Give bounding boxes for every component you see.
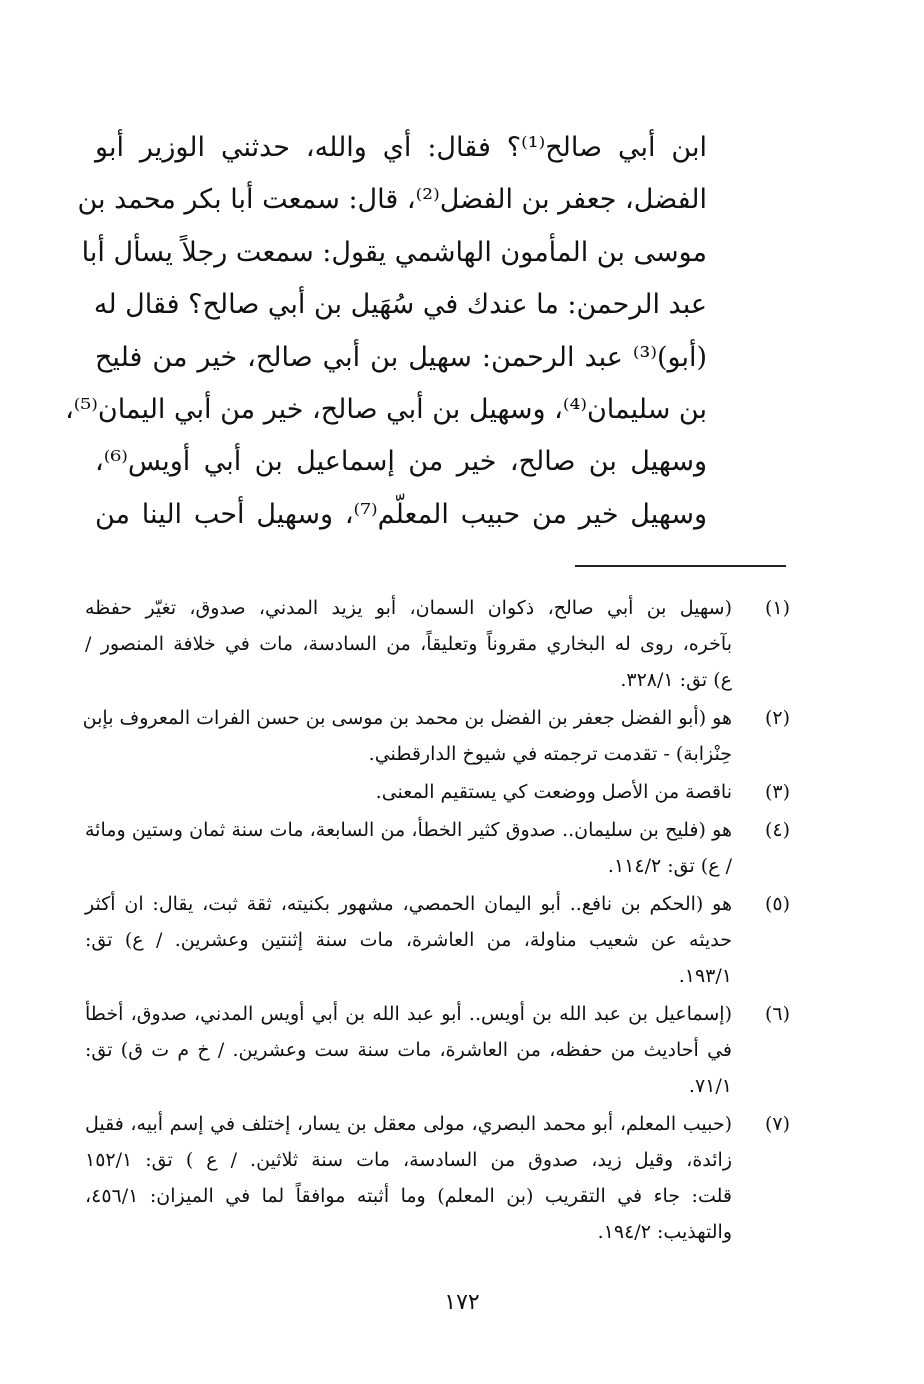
footnote-text <box>85 774 732 810</box>
footnote-number: (٢) <box>764 707 790 729</box>
footnotes <box>82 590 790 1252</box>
footnote-line: (سهيل بن أبي صالح، ذكوان السمان، أبو يزيد المدني، صدوق، تغيّر حفظه <box>85 597 732 619</box>
footnote-text <box>85 886 732 994</box>
footnote-line: ناقصة من الأصل ووضعت كي يستقيم المعنى. <box>375 781 732 803</box>
footnote-line: (حبيب المعلم، أبو محمد البصري، مولى معقل بن يسار، إختلف في إسم أبيه، فقيل <box>85 1113 732 1135</box>
footnote-5 <box>85 886 790 994</box>
footnote-line: حديثه عن شعيب مناولة، من العاشرة، مات سنة إثنتين وعشرين. / ع) تق: <box>85 929 732 951</box>
footnote-number: (٣) <box>764 781 790 803</box>
footnote-6 <box>85 996 790 1104</box>
footnote-separator <box>575 565 786 567</box>
footnote-line: / ع) تق: ١١٤/٢. <box>607 855 732 877</box>
footnote-number: (٤) <box>764 819 790 841</box>
main-text-line: الفضل، جعفر بن الفضل⁽²⁾، قال: سمعت أبا بكر محمد بن <box>77 184 707 216</box>
footnote-text <box>85 590 732 698</box>
main-text-line: موسى بن المأمون الهاشمي يقول: سمعت رجلاً يسأل أبا <box>81 236 707 268</box>
main-text-line: وسهيل بن صالح، خير من إسماعيل بن أبي أويس⁽⁶⁾، <box>95 446 707 478</box>
main-text-line: عبد الرحمن: ما عندك في سُهَيل بن أبي صالح؟ فقال له <box>93 289 707 321</box>
footnote-line: هو (أبو الفضل جعفر بن الفضل بن محمد بن موسى بن حسن الفرات المعروف بإبن <box>82 707 732 729</box>
footnote-line: حِنْزابة) - تقدمت ترجمته في شيوخ الدارقطني. <box>368 743 732 765</box>
footnote-1 <box>85 590 790 698</box>
footnote-4 <box>85 812 790 884</box>
footnote-line: في أحاديث من حفظه، من العاشرة، مات سنة ست وعشرين. / خ م ت ق) تق: <box>85 1039 732 1061</box>
main-text-line: (أبو)⁽³⁾ عبد الرحمن: سهيل بن أبي صالح، خير من فليح <box>95 341 707 373</box>
footnote-text <box>85 1106 732 1250</box>
footnote-line: ١٩٣/١. <box>678 965 732 987</box>
footnote-text <box>83 700 732 772</box>
footnote-line: هو (الحكم بن نافع.. أبو اليمان الحمصي، مشهور بكنيته، ثقة ثبت، يقال: ان أكثر <box>85 893 732 915</box>
footnote-number: (١) <box>764 597 790 619</box>
footnote-line: زائدة، وقيل زيد، صدوق من السادسة، مات سنة ثلاثين. / ع ) تق: ١٥٢/١ <box>85 1149 732 1171</box>
footnote-number: (٧) <box>764 1113 790 1135</box>
footnote-number: (٦) <box>764 1003 790 1025</box>
main-text-line: بن سليمان⁽⁴⁾، وسهيل بن أبي صالح، خير من أبي اليمان⁽⁵⁾، <box>65 393 707 425</box>
footnote-text <box>85 812 732 884</box>
footnote-line: ٧١/١. <box>688 1075 732 1097</box>
page-number: ١٧٢ <box>444 1290 480 1315</box>
main-text-line: ابن أبي صالح⁽¹⁾؟ فقال: أي والله، حدثني الوزير أبو <box>95 132 707 163</box>
footnote-line: قلت: جاء في التقريب (بن المعلم) وما أثبته موافقاً لما في الميزان: ٤٥٦/١، <box>85 1185 732 1207</box>
footnote-text <box>85 996 732 1104</box>
footnote-7 <box>85 1106 790 1250</box>
main-text-line: وسهيل خير من حبيب المعلّم⁽⁷⁾، وسهيل أحب الينا من <box>95 498 707 530</box>
footnote-line: والتهذيب: ١٩٤/٢. <box>597 1221 732 1243</box>
footnote-line: (إسماعيل بن عبد الله بن أويس.. أبو عبد الله بن أبي أويس المدني، صدوق، أخطأ <box>85 1003 732 1025</box>
footnote-number: (٥) <box>764 893 790 915</box>
footnote-line: بآخره، روى له البخاري مقروناً وتعليقاً، من السادسة، مات في خلافة المنصور / <box>85 633 732 655</box>
footnote-2 <box>82 700 790 772</box>
footnote-line: هو (فليح بن سليمان.. صدوق كثير الخطأ، من السابعة، مات سنة ثمان وستين ومائة <box>85 819 732 841</box>
footnote-line: ع) تق: ٣٢٨/١. <box>620 669 732 691</box>
footnote-3 <box>85 774 790 810</box>
main-text <box>65 122 707 541</box>
